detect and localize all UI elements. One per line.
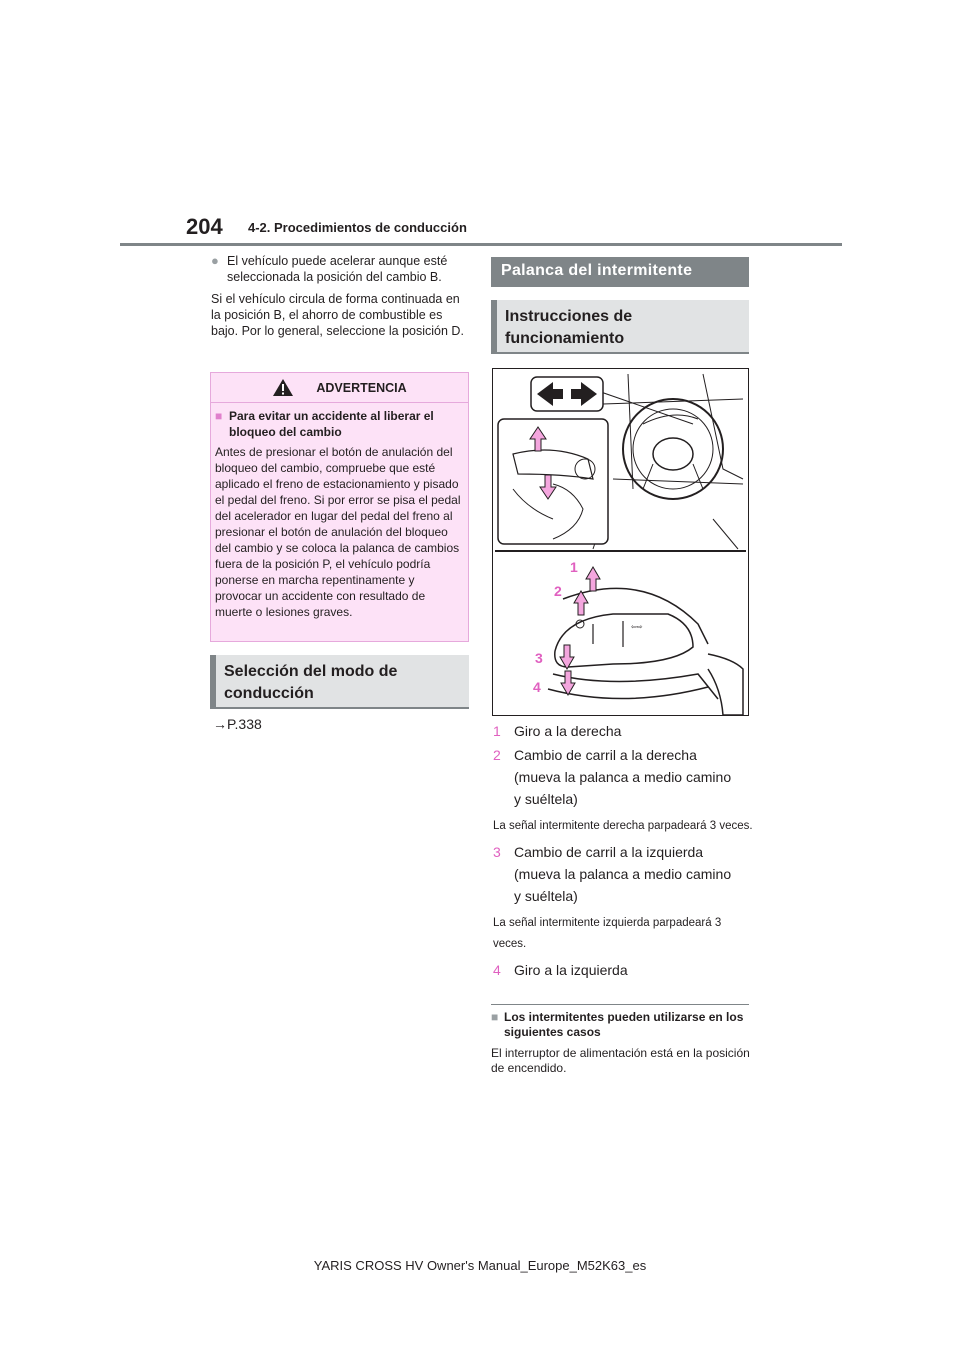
page-reference-link[interactable]: →P.338: [213, 716, 262, 732]
usage-paragraph: El interruptor de alimentación está en la posición de encendido.: [491, 1046, 750, 1075]
drive-mode-heading: Selección del modo de conducción: [210, 655, 469, 709]
turn-signal-figure: [492, 368, 749, 716]
step-line: y suéltela): [514, 791, 578, 807]
operation-heading: Instrucciones de funcionamiento: [491, 300, 749, 354]
step-number: 4: [493, 962, 501, 978]
usage-subtitle-text: Los intermitentes pueden utilizarse en los siguientes casos: [504, 1010, 744, 1039]
step-item: [493, 841, 753, 907]
bullet-item: [211, 253, 469, 285]
section-title: 4-2. Procedimientos de conducción: [248, 220, 467, 235]
step-number: 1: [493, 723, 501, 739]
warning-label: ADVERTENCIA: [316, 380, 407, 395]
step-line: y suéltela): [514, 888, 578, 904]
figure-label-2: 2: [554, 583, 562, 599]
turn-signal-illustration: [493, 369, 748, 715]
left-column: [211, 253, 469, 339]
step-line: Giro a la izquierda: [514, 962, 628, 978]
step-item: [493, 959, 753, 981]
step-note: La señal intermitente izquierda parpadeará 3 veces.: [493, 917, 722, 950]
figure-label-3: 3: [535, 650, 543, 666]
bullet-dot-icon: ●: [211, 253, 219, 268]
step-number: 3: [493, 844, 501, 860]
warning-header: [211, 373, 468, 403]
header-rule: [120, 243, 842, 246]
step-item: [493, 720, 753, 742]
square-bullet-icon: ■: [215, 409, 223, 423]
step-line: (mueva la palanca a medio camino: [514, 769, 732, 785]
step-item: [493, 744, 753, 810]
section-divider: [491, 1004, 749, 1005]
step-list: [493, 718, 753, 981]
step-number: 2: [493, 747, 501, 763]
intro-paragraph: Si el vehículo circula de forma continuada en la posición B, el ahorro de combustible es bajo. Por lo general, seleccione la posición D.: [211, 292, 464, 338]
step-line: (mueva la palanca a medio camino: [514, 866, 732, 882]
turn-signal-heading: Palanca del intermitente: [491, 257, 749, 287]
warning-box: [210, 372, 469, 642]
warning-triangle-icon: [272, 378, 294, 397]
step-line: Cambio de carril a la derecha: [514, 747, 697, 763]
step-line: Cambio de carril a la izquierda: [514, 844, 704, 860]
square-bullet-icon: ■: [491, 1010, 499, 1024]
warning-subtitle: [211, 408, 468, 440]
warning-subtitle-text: Para evitar un accidente al liberar el bloqueo del cambio: [229, 409, 434, 439]
page-number: 204: [186, 214, 223, 239]
footer-text: YARIS CROSS HV Owner's Manual_Europe_M52K63_es: [313, 1258, 647, 1273]
svg-text:⇦⇨: ⇦⇨: [631, 623, 643, 631]
figure-label-1: 1: [570, 559, 578, 575]
figure-label-4: 4: [533, 679, 541, 695]
warning-body: Antes de presionar el botón de anulación del bloqueo del cambio, compruebe que esté aplicado el freno de estacionamiento y pisado el pedal del freno. Si por error se pisa el pedal del acelerador en lugar del pedal del freno al presionar el botón de anulación del bloqueo del cambio y se coloca la palanca de cambios fuera de la posición P, el vehículo podría ponerse en marcha repentinamente y provocar un accidente con resultado de muerte o lesiones graves.: [215, 445, 461, 619]
step-note: La señal intermitente derecha parpadeará 3 veces.: [493, 820, 753, 832]
step-line: Giro a la derecha: [514, 723, 622, 739]
usage-subtitle: [491, 1010, 751, 1040]
bullet-text: El vehículo puede acelerar aunque esté seleccionada la posición del cambio B.: [227, 254, 448, 284]
